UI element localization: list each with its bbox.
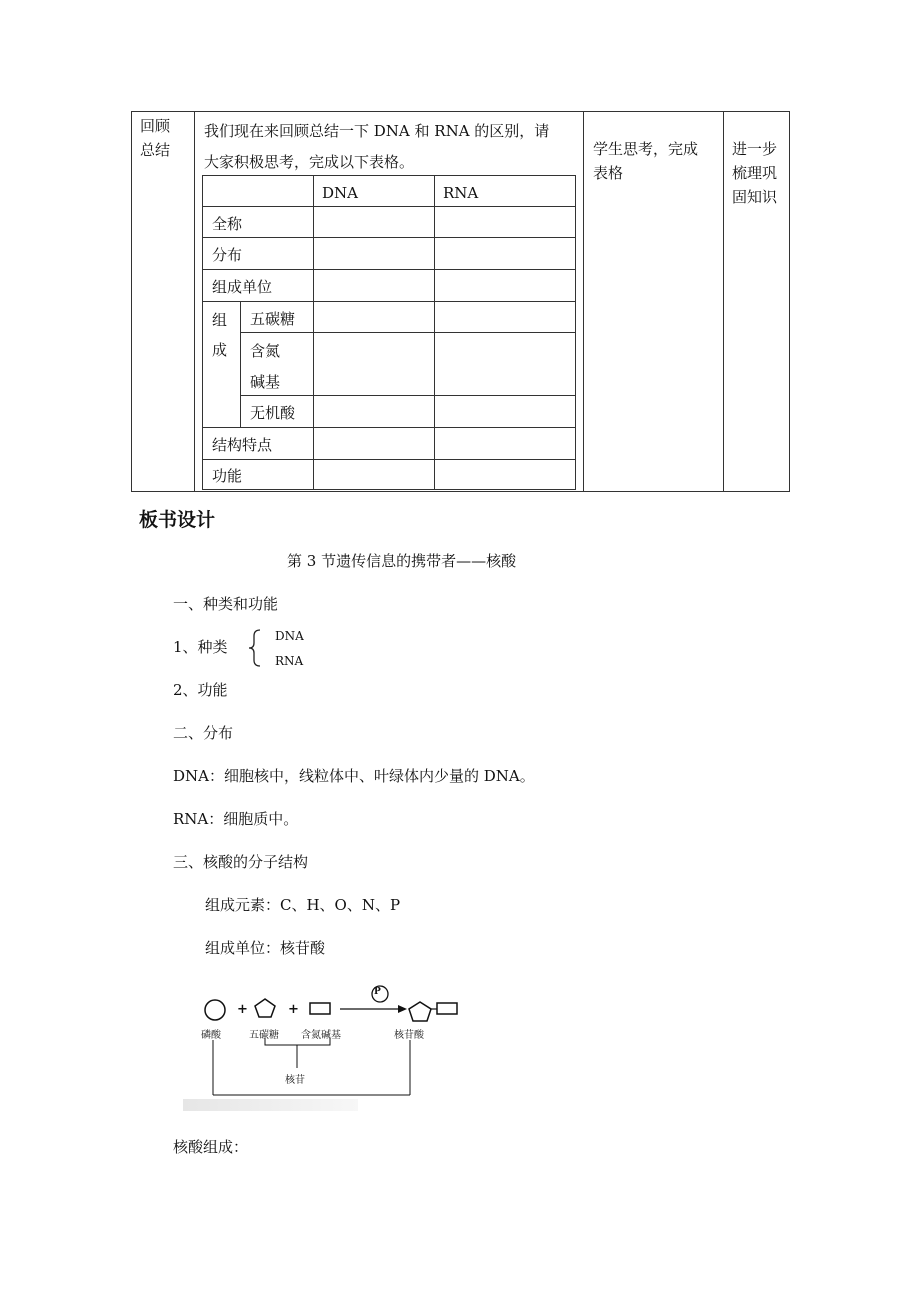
row-label-base-line2: 碱基 (250, 373, 281, 391)
table-border-top (131, 111, 790, 112)
row-label-acid: 无机酸 (250, 404, 296, 422)
section-heading: 板书设计 (139, 509, 216, 531)
inner-col-divider (434, 175, 435, 490)
col-header-rna: RNA (443, 184, 479, 202)
row-label-unit: 组成单位 (212, 278, 273, 296)
curly-brace-icon (246, 628, 266, 668)
student-text-line1: 学生思考，完成 (593, 140, 699, 158)
row-label-sugar: 五碳糖 (250, 310, 296, 328)
item-function: 2、功能 (173, 681, 228, 699)
p-symbol-label: P (374, 987, 381, 997)
purpose-text-line2: 梳理巩 (732, 164, 778, 182)
row-label-fullname: 全称 (212, 215, 243, 233)
inner-row-line (240, 395, 575, 396)
table-col-divider (194, 111, 195, 492)
pentose-pentagon-icon (255, 999, 275, 1017)
dna-distribution: DNA：细胞核中，线粒体中、叶绿体内少量的 DNA。 (173, 767, 535, 785)
section-3-title: 三、核酸的分子结构 (173, 853, 309, 871)
inner-row-line (202, 206, 575, 207)
base-label: 含氮碱基 (301, 1030, 341, 1041)
composition-elements: 组成元素：C、H、O、N、P (205, 896, 401, 914)
purpose-text-line3: 固知识 (732, 188, 778, 206)
brace-item-dna: DNA (275, 629, 304, 643)
composition-unit: 组成单位：核苷酸 (205, 939, 326, 957)
student-text-line2: 表格 (593, 164, 624, 182)
inner-col-divider (313, 175, 314, 490)
inner-row-line (202, 301, 575, 302)
brace-item-rna: RNA (275, 654, 304, 668)
inner-row-line (202, 269, 575, 270)
purpose-text-line1: 进一步 (732, 140, 778, 158)
group-label-cheng: 成 (212, 341, 228, 359)
nucleotide-base-rect-icon (437, 1003, 457, 1014)
inner-group-divider (240, 301, 241, 427)
col-header-dna: DNA (322, 184, 358, 202)
plus-sign: + (288, 1002, 299, 1017)
table-border-left (131, 111, 132, 492)
table-col-divider (583, 111, 584, 492)
inner-row-line (202, 237, 575, 238)
section-1-title: 一、种类和功能 (173, 595, 279, 613)
row-label-structure: 结构特点 (212, 436, 273, 454)
nucleotide-pentagon-icon (409, 1002, 431, 1021)
group-label-zu: 组 (212, 311, 228, 329)
nucleic-acid-composition: 核酸组成： (173, 1138, 249, 1156)
table-border-bottom (131, 491, 790, 492)
lesson-title: 第 3 节遗传信息的携带者——核酸 (287, 552, 517, 570)
teacher-text-line2: 大家积极思考，完成以下表格。 (204, 153, 415, 171)
item-types: 1、种类 (173, 638, 228, 656)
plus-sign: + (237, 1002, 248, 1017)
pentose-label: 五碳糖 (249, 1030, 279, 1041)
row-label-function: 功能 (212, 467, 243, 485)
base-rectangle-icon (310, 1003, 330, 1014)
inner-border-bottom (202, 489, 575, 490)
phosphate-circle-icon (205, 1000, 225, 1020)
nucleoside-label: 核苷 (285, 1075, 305, 1086)
table-border-right (789, 111, 790, 492)
stage-label-line2: 总结 (140, 141, 171, 159)
diagram-shapes (180, 980, 465, 1115)
inner-row-line (202, 427, 575, 428)
inner-border-top (202, 175, 575, 176)
inner-border-left (202, 175, 203, 490)
row-label-base-line1: 含氮 (250, 342, 281, 360)
section-2-title: 二、分布 (173, 724, 234, 742)
nucleotide-diagram (180, 980, 465, 1115)
phosphate-label: 磷酸 (201, 1030, 221, 1041)
arrow-head-icon (398, 1005, 407, 1013)
rna-distribution: RNA：细胞质中。 (173, 810, 299, 828)
nucleotide-label: 核苷酸 (394, 1030, 424, 1041)
inner-row-line (240, 332, 575, 333)
row-label-distribution: 分布 (212, 246, 243, 264)
table-col-divider (723, 111, 724, 492)
inner-row-line (202, 459, 575, 460)
inner-border-right (575, 175, 576, 490)
teacher-text-line1: 我们现在来回顾总结一下 DNA 和 RNA 的区别，请 (204, 122, 550, 140)
stage-label-line1: 回顾 (140, 117, 171, 135)
